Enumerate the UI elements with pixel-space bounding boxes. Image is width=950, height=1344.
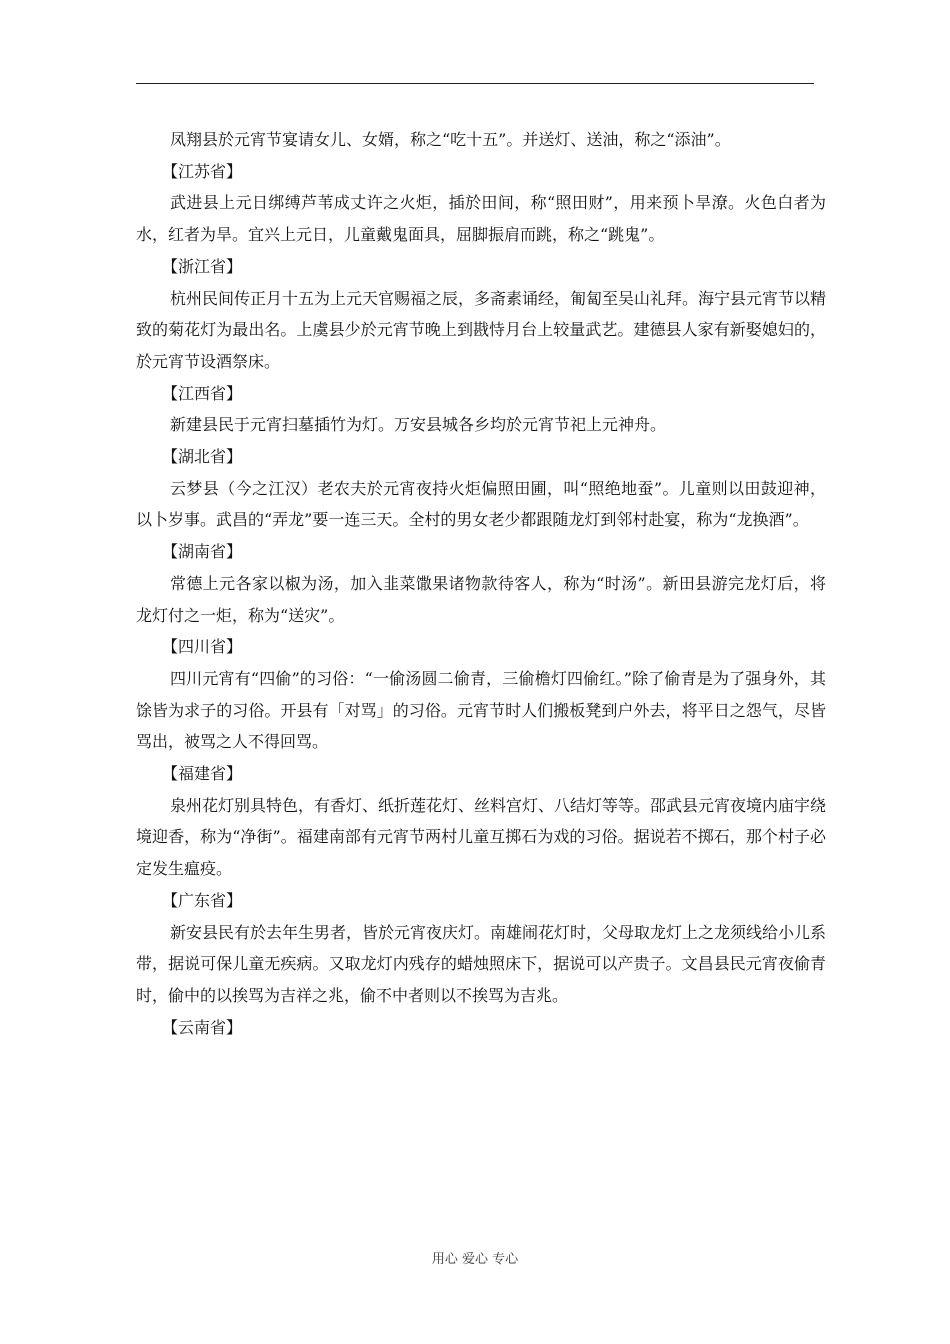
- paragraph-hunan: 常德上元各家以椒为汤，加入韭菜馓果诸物款待客人，称为“时汤”。新田县游完龙灯后，将龙灯付之一炬，称为“送灾”。: [136, 573, 826, 625]
- paragraph-sichuan: 四川元宵有“四偷”的习俗：“一偷汤圆二偷青，三偷檐灯四偷红。”除了偷青是为了强身外，其馀皆为求子的习俗。开县有「对骂」的习俗。元宵节时人们搬板凳到户外去，将平日之怨气，尽皆骂出，被骂之人不得回骂。: [136, 668, 826, 752]
- paragraph-fujian: 泉州花灯别具特色，有香灯、纸折莲花灯、丝料宫灯、八结灯等等。邵武县元宵夜境内庙宇绕境迎香，称为“净街”。福建南部有元宵节两村儿童互掷石为戏的习俗。据说若不掷石，那个村子必定发生瘟疫。: [136, 795, 827, 879]
- paragraph-guangdong: 新安县民有於去年生男者，皆於元宵夜庆灯。南雄闹花灯时，父母取龙灯上之龙须线给小儿系带，据说可保儿童无疾病。又取龙灯内残存的蜡烛照床下，据说可以产贵子。文昌县民元宵夜偷青时，偷中的以挨骂为吉祥之兆，偷不中者则以不挨骂为吉兆。: [136, 922, 827, 1005]
- heading-hubei: 【湖北省】: [162, 447, 243, 467]
- heading-jiangxi: 【江西省】: [162, 383, 243, 403]
- paragraph-zhejiang: 杭州民间传正月十五为上元天官赐福之辰，多斋素诵经，匍匐至吴山礼拜。海宁县元宵节以精致的菊花灯为最出名。上虞县少於元宵节晚上到戡恃月台上较量武艺。建德县人家有新娶媳妇的，於元宵节设酒祭床。: [136, 288, 827, 371]
- paragraph-hubei: 云梦县（今之江汉）老农夫於元宵夜持火炬偏照田圃，叫“照绝地蚕”。儿童则以田鼓迎神，以卜岁事。武昌的“弄龙”要一连三天。全村的男女老少都跟随龙灯到邻村赴宴，称为“龙换酒”。: [136, 478, 826, 530]
- heading-fujian: 【福建省】: [162, 764, 243, 784]
- heading-zhejiang: 【浙江省】: [162, 256, 243, 276]
- paragraph-jiangsu: 武进县上元日绑缚芦苇成丈许之火炬，插於田间，称“照田财”，用来预卜旱潦。火色白者为水，红者为旱。宜兴上元日，儿童戴鬼面具，屈脚振肩而跳，称之“跳鬼”。: [136, 193, 826, 245]
- heading-hunan: 【湖南省】: [162, 542, 243, 562]
- paragraph-fengxiang: 凤翔县於元宵节宴请女儿、女婿，称之“吃十五”。并送灯、送油，称之“添油”。: [170, 130, 731, 149]
- heading-yunnan: 【云南省】: [162, 1017, 243, 1037]
- document-body: [136, 124, 826, 1043]
- heading-jiangsu: 【江苏省】: [162, 161, 243, 181]
- paragraph-jiangxi: 新建县民于元宵扫墓插竹为灯。万安县城各乡均於元宵节祀上元神舟。: [170, 415, 667, 435]
- page-footer: 用心 爱心 专心: [431, 1252, 519, 1267]
- header-rule: [136, 83, 814, 84]
- heading-guangdong: 【广东省】: [162, 890, 243, 910]
- heading-sichuan: 【四川省】: [162, 637, 243, 657]
